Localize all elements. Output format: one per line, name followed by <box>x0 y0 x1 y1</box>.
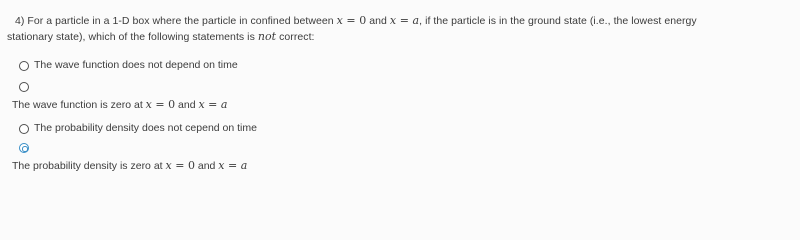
option-2-label[interactable]: The wave function is zero at x = 0 and x = a <box>12 98 228 111</box>
option-4-radio[interactable] <box>19 143 29 153</box>
emphasis-not: not <box>257 30 277 43</box>
option-3-radio[interactable] <box>19 124 29 134</box>
question-line-2: stationary state), which of the following statements is not correct: <box>7 30 315 43</box>
option-3-label[interactable]: The probability density does not cepend on time <box>34 122 257 134</box>
option-1-radio[interactable] <box>19 61 29 71</box>
option-2-radio[interactable] <box>19 82 29 92</box>
option-1-label[interactable]: The wave function does not depend on time <box>34 59 238 71</box>
question-stem <box>7 13 799 45</box>
question-line-1: 4) For a particle in a 1-D box where the particle in confined between x = 0 and x = a, if the particle is in the ground state (i.e., the lowest energy <box>15 14 697 27</box>
option-4-label[interactable]: The probability density is zero at x = 0 and x = a <box>12 159 248 172</box>
